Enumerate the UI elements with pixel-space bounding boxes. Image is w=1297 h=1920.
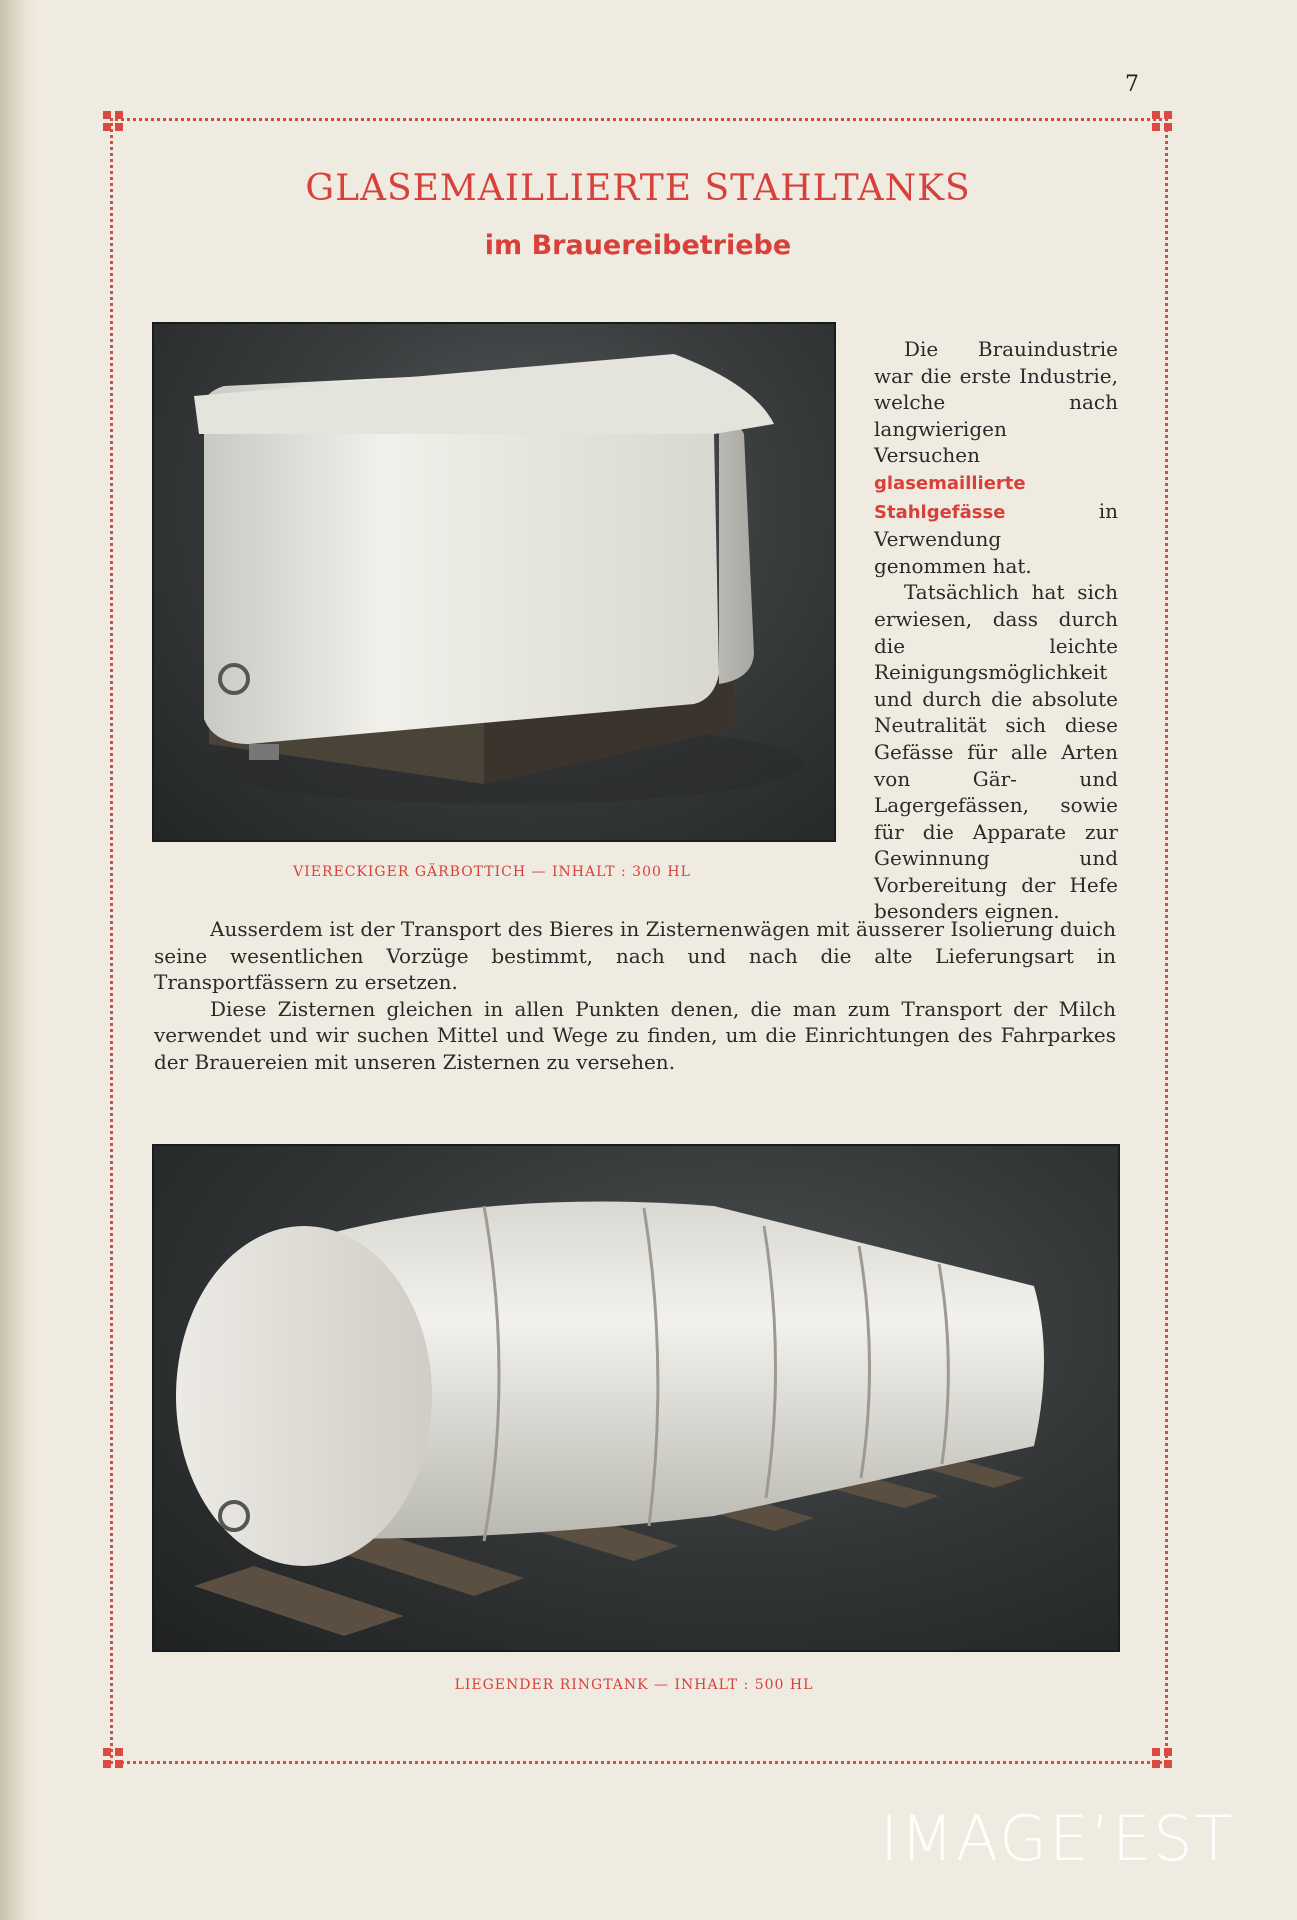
intro-text-column: [874, 336, 1118, 925]
border-corner-ornament: [1152, 111, 1174, 133]
page-number: 7: [1125, 72, 1139, 97]
intro-paragraph: [874, 336, 1118, 579]
highlighted-term: glasemaillierte Stahlgefässe: [874, 472, 1026, 523]
photo-fermentation-vat: [152, 322, 836, 842]
intro-text: Die Brauindustrie war die erste Industrie, welche nach langwierigen Versuchen: [874, 337, 1118, 468]
intro-text: in Verwendung genommen hat.: [874, 498, 1118, 578]
photo-ring-tank: [152, 1144, 1120, 1652]
photo-caption: LIEGENDER RINGTANK — INHALT : 500 HL: [454, 1677, 814, 1693]
page-title: GLASEMAILLIERTE STAHLTANKS: [305, 168, 971, 209]
border-corner-ornament: [1152, 1748, 1174, 1770]
border-corner-ornament: [103, 1748, 125, 1770]
body-paragraph: Ausserdem ist der Transport des Bieres in Zisternenwägen mit äusserer Isolierung duich seine wesentlichen Vorzüge bestimmt, nach und nach die alte Lieferungsart in Transportfässern zu ersetzen.: [154, 917, 1116, 995]
body-paragraph: Diese Zisternen gleichen in allen Punkten denen, die man zum Transport der Milch verwendet und wir suchen Mittel und Wege zu finden, um die Einrichtungen des Fahrparkes der Brauereien mit unseren Zisternen zu versehen.: [154, 996, 1116, 1074]
page-edge-shadow: [0, 0, 40, 1920]
main-text-block: [154, 916, 1116, 1076]
photo-caption: VIERECKIGER GÄRBOTTICH — INHALT : 300 HL: [293, 864, 691, 880]
page-subtitle: im Brauereibetriebe: [484, 230, 792, 261]
watermark-logo: IMAGE’EST: [880, 1802, 1235, 1875]
border-corner-ornament: [103, 111, 125, 133]
body-paragraph: Tatsächlich hat sich erwiesen, dass durch die leichte Reinigungsmöglichkeit und durch die absolute Neutralität sich diese Gefässe für alle Arten von Gär- und Lagergefässen, sowie für die Apparate zur Gewinnung und Vorbereitung der Hefe besonders eignen.: [874, 580, 1118, 924]
